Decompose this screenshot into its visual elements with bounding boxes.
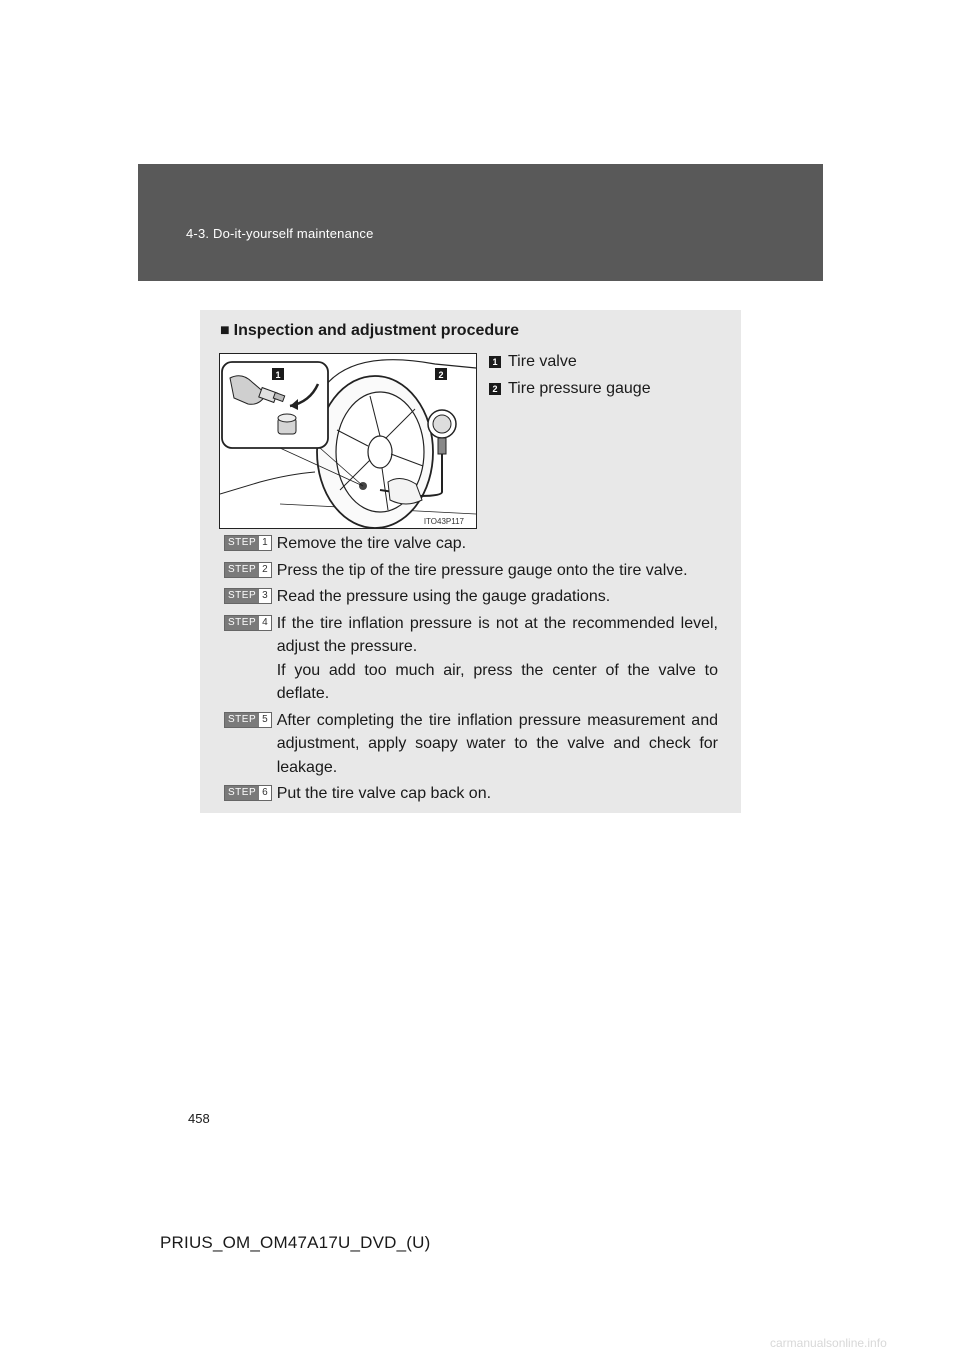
section-title: 4-3. Do-it-yourself maintenance [186, 226, 374, 241]
legend-item-tire-valve [489, 348, 651, 375]
step-4 [224, 612, 718, 706]
step-1 [224, 532, 718, 556]
callout-2-label: 2 [438, 370, 444, 380]
step-badge: STEP 6 [224, 785, 272, 801]
document-code: PRIUS_OM_OM47A17U_DVD_(U) [160, 1233, 431, 1252]
page-number: 458 [188, 1111, 210, 1126]
heading-square-marker: ■ [220, 322, 230, 339]
step-text: Remove the tire valve cap. [276, 535, 467, 552]
procedure-panel [200, 310, 741, 813]
step-text: Put the tire valve cap back on. [276, 785, 492, 802]
step-text: Read the pressure using the gauge gradations. [276, 588, 611, 605]
legend-number-badge: 1 [489, 356, 501, 368]
step-badge: STEP 5 [224, 712, 272, 728]
figure-code: ITO43P117 [423, 517, 464, 526]
header-band [138, 164, 823, 281]
step-badge: STEP 2 [224, 562, 272, 578]
step-note: If you add too much air, press the center of the valve to deflate. [276, 661, 718, 702]
legend-label: Tire pressure gauge [508, 379, 651, 397]
site-watermark: carmanualsonline.info [770, 1336, 887, 1350]
step-5 [224, 709, 718, 780]
step-text: Press the tip of the tire pressure gauge onto the tire valve. [276, 561, 688, 579]
step-text: If the tire inflation pressure is not at the recommended level, adjust the pressure. If you add too much air, press the center of the valve to deflate. [277, 612, 718, 706]
step-badge: STEP 4 [224, 615, 272, 631]
callout-1-label: 1 [275, 370, 281, 380]
step-badge: STEP 1 [224, 535, 272, 551]
procedure-heading [220, 322, 519, 340]
legend-item-tire-pressure-gauge [489, 375, 651, 402]
figure-legend [489, 348, 651, 402]
procedure-heading-text: Inspection and adjustment procedure [233, 322, 520, 339]
step-badge: STEP 3 [224, 588, 272, 604]
step-3 [224, 585, 718, 609]
tire-illustration [220, 354, 476, 528]
step-list [224, 532, 718, 809]
step-2 [224, 559, 718, 583]
tire-inspection-figure [219, 353, 477, 529]
step-text: After completing the tire inflation pressure measurement and adjustment, apply soapy water to the valve and check for leakage. [276, 711, 718, 776]
legend-label: Tire valve [508, 352, 577, 370]
legend-number-badge: 2 [489, 383, 501, 395]
step-6 [224, 782, 718, 806]
